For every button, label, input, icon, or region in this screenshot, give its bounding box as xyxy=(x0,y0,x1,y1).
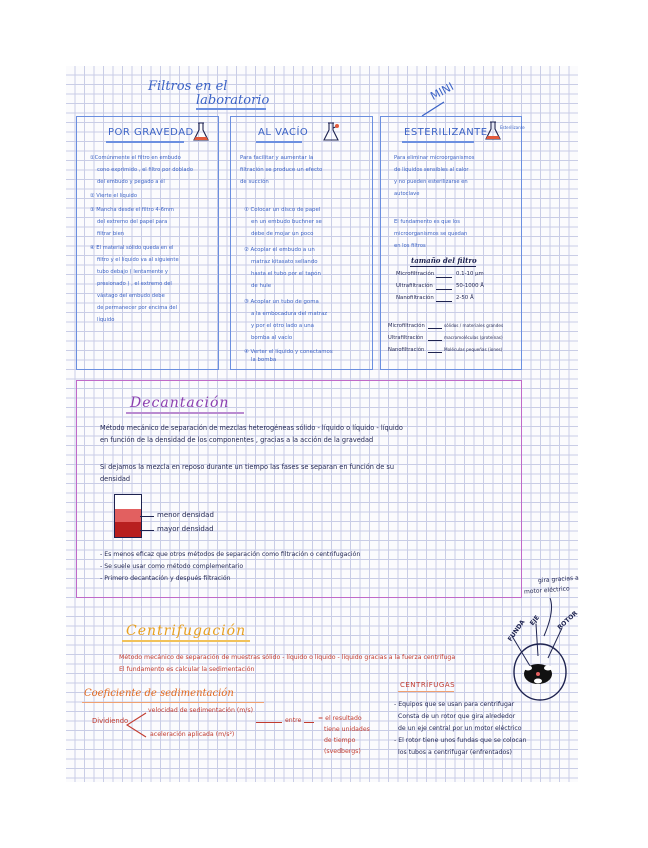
esterilizante-line: microorganismos se quedan xyxy=(394,231,468,237)
vacio-line: de succión xyxy=(240,179,269,185)
use-row-name: Microfiltración xyxy=(388,323,425,329)
centrifugacion-title: Centrifugación xyxy=(126,623,247,639)
esterilizante-line: El fundamento es que los xyxy=(394,219,460,225)
centrifugas-line: de un eje central por un motor eléctrico xyxy=(398,725,522,732)
result-line: (svedbergs) xyxy=(324,748,361,755)
esterilizante-line: de líquidos sensibles al calor xyxy=(394,167,469,173)
use-row-dash xyxy=(428,340,442,341)
centrifugas-title: CENTRÍFUGAS xyxy=(400,681,456,689)
layer-more-dense xyxy=(115,522,141,537)
diagram-caption-line2: motor eléctrico xyxy=(523,585,570,596)
fraction-arrow xyxy=(256,722,282,723)
mini-tag: MINI xyxy=(428,80,456,103)
vacio-title: AL VACÍO xyxy=(258,127,309,138)
gravedad-line: vástago del embudo debe xyxy=(97,293,165,299)
eje-label: EJE xyxy=(528,614,542,628)
decantacion-line2: en función de la densidad de los componentes , gracias a la acción de la gravedad xyxy=(100,436,374,444)
vacio-line: Para facilitar y aumentar la xyxy=(240,155,314,161)
size-table-underline xyxy=(410,266,476,267)
gravedad-line: filtrar bien xyxy=(97,231,125,237)
gravedad-title: POR GRAVEDAD xyxy=(108,127,194,138)
use-row-value: macromoléculas (proteínas) xyxy=(444,335,503,340)
decantacion-bullet-line: - Se suele usar como método complementario xyxy=(100,563,244,570)
vacio-line: bomba al vacío xyxy=(251,335,293,341)
legend-more: mayor densidad xyxy=(157,525,214,533)
vacio-line: filtración se produce un efecto xyxy=(240,167,323,173)
size-table-title: tamaño del filtro xyxy=(411,256,477,265)
vacio-line: hasta el tubo por el tapón xyxy=(251,271,321,277)
vacio-line: matraz kitasato sellando xyxy=(251,259,318,265)
use-row-name: Ultrafiltración xyxy=(388,335,424,341)
use-row-value: sólidos / materiales grandes xyxy=(444,323,504,328)
esterilizante-line: autoclave xyxy=(394,191,420,197)
vacio-line: en un embudo buchner se xyxy=(251,219,322,225)
vacio-line: la bomba xyxy=(251,357,277,363)
density-diagram xyxy=(114,494,142,538)
fraction-left: Dividiendo xyxy=(92,717,129,725)
entre-arrow xyxy=(304,722,314,723)
gravedad-line: ①Comúnmente el filtro en embudo xyxy=(90,155,181,161)
entre-label: entre xyxy=(285,717,302,724)
size-row-name: Nanofiltración xyxy=(396,295,434,301)
gravedad-line: ③ Mancha desde el filtro 4-6mm xyxy=(90,207,174,213)
centrifugacion-line2: El fundamento es calcular la sedimentación xyxy=(119,666,255,673)
gravedad-line: líquido xyxy=(97,317,115,323)
gravedad-line: ④ El material sólido queda en el xyxy=(90,245,174,251)
result-line: tiene unidades xyxy=(324,726,370,733)
size-row-name: Microfiltración xyxy=(396,271,435,277)
decantacion-bullet-line: - Primero decantación y después filtración xyxy=(100,575,231,582)
size-row-dash xyxy=(436,301,452,302)
result-line: de tiempo xyxy=(324,737,356,744)
vacio-line: ① Colocar un disco de papel xyxy=(244,207,321,213)
centrifuge-diagram xyxy=(500,596,580,708)
arrow-more xyxy=(140,530,154,531)
centrifugas-line: Consta de un rotor que gira alrededor xyxy=(398,713,516,720)
decantacion-line3: Si dejamos la mezcla en reposo durante un tiempo las fases se separan en función de su xyxy=(100,463,395,471)
centrifugacion-line1: Método mecánico de separación de muestras sólido - líquido o líquido - líquido gracias a la fuerza centrífuga xyxy=(119,654,456,661)
size-row-dash xyxy=(436,289,452,290)
sterile-flask-icon xyxy=(484,121,502,141)
vacio-title-underline xyxy=(256,141,302,143)
vacio-line: ③ Acoplar un tubo de goma xyxy=(244,299,319,305)
flask-label: Esterilizante xyxy=(500,125,525,130)
funda-label: FUNDA xyxy=(506,618,527,643)
size-row-value: 50-1000 Å xyxy=(456,283,484,289)
gravedad-line: del embudo y pegado a él xyxy=(97,179,165,185)
use-row-dash xyxy=(428,352,442,353)
use-row-value: Moléculas pequeñas (iones) xyxy=(444,347,503,352)
arrow-less xyxy=(140,516,154,517)
kitasato-flask-icon xyxy=(322,122,340,142)
gravedad-line: presionado ) , el extremo del xyxy=(97,281,172,287)
legend-less: menor densidad xyxy=(157,511,214,519)
vacio-line: debe de mojar un poco xyxy=(251,231,314,237)
esterilizante-line: y no pueden esterilizarse en xyxy=(394,179,468,185)
centrifugacion-title-underline xyxy=(122,640,250,642)
fraction-bottom: aceleración aplicada (m/s²) xyxy=(150,731,235,738)
esterilizante-line: Para eliminar microorganismos xyxy=(394,155,475,161)
vacio-line: a la embocadura del matraz xyxy=(251,311,328,317)
coef-title: Coeficiente de sedimentación xyxy=(84,688,234,699)
gravedad-line: tubo debajo ( lentamente y xyxy=(97,269,168,275)
size-row-dash xyxy=(436,277,452,278)
gravedad-line: de permanecer por encima del xyxy=(97,305,178,311)
decantacion-line1: Método mecánico de separación de mezclas heterogéneas sólido - líquido o líquido - líquido xyxy=(100,424,403,432)
result-line: = el resultado xyxy=(318,715,362,722)
esterilizante-title: ESTERILIZANTE xyxy=(404,127,488,138)
filters-title: Filtros en el xyxy=(148,79,228,94)
diagram-caption-line1: gira gracias a xyxy=(537,574,580,585)
use-row-dash xyxy=(428,328,442,329)
vacio-line: ② Acoplar el embudo a un xyxy=(244,247,315,253)
rotor-label: ROTOR xyxy=(556,609,580,632)
filters-title-underline xyxy=(196,108,266,110)
fraction-bracket xyxy=(124,710,148,740)
vacio-line: y por el otro lado a una xyxy=(251,323,314,329)
esterilizante-title-underline xyxy=(402,141,474,143)
gravedad-line: filtro y el líquido va al siguiente xyxy=(97,257,179,263)
coef-title-underline xyxy=(82,702,264,703)
fraction-top: velocidad de sedimentación (m/s) xyxy=(148,707,254,714)
esterilizante-line: en los filtros xyxy=(394,243,426,249)
centrifugas-line: - El rotor tiene unos fundas que se colocan xyxy=(394,737,527,744)
filters-title-line2: laboratorio xyxy=(196,93,270,108)
decantacion-bullet-line: - Es menos eficaz que otros métodos de separación como filtración o centrifugación xyxy=(100,551,361,558)
vacio-line: de hule xyxy=(251,283,272,289)
size-row-value: 2-50 Å xyxy=(456,295,474,301)
centrifugas-line: - Equipos que se usan para centrifugar xyxy=(394,701,515,708)
centrifugas-line: los tubos a centrifugar (enfrentados) xyxy=(398,749,512,756)
gravedad-line: cono exprimido , el filtro por doblado xyxy=(97,167,194,173)
layer-less-dense xyxy=(115,509,141,522)
centrifugas-title-underline xyxy=(398,691,454,692)
size-row-name: Ultrafiltración xyxy=(396,283,433,289)
gravedad-title-underline xyxy=(106,141,184,143)
gravedad-line: ② Vierte el líquido xyxy=(90,193,138,199)
gravedad-line: del extremo del papel para xyxy=(97,219,168,225)
size-row-value: 0.1-10 µm xyxy=(456,271,484,277)
decantacion-title: Decantación xyxy=(130,395,230,411)
vacio-line: ④ Verter el líquido y conectamos xyxy=(244,349,333,355)
decantacion-title-underline xyxy=(126,412,244,414)
use-row-name: Nanofiltración xyxy=(388,347,425,353)
decantacion-line4: densidad xyxy=(100,475,131,483)
flask-icon xyxy=(192,122,210,142)
